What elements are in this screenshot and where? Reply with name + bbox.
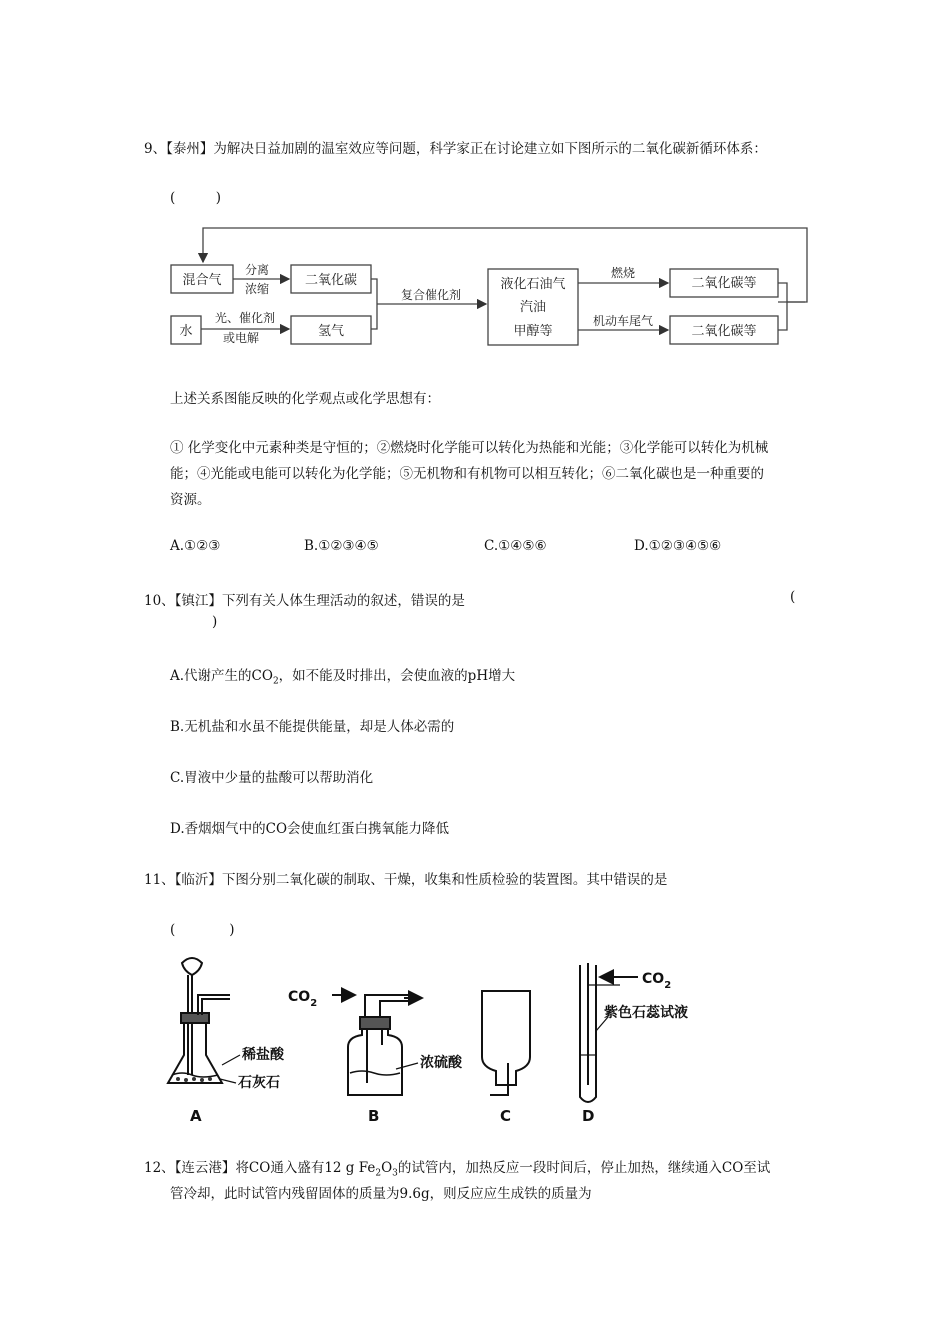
label-b: B bbox=[368, 1107, 380, 1125]
subscript: 2 bbox=[272, 676, 279, 687]
label-mixed-gas: 混合气 bbox=[182, 273, 222, 288]
label-limestone: 石灰石 bbox=[238, 1075, 280, 1091]
apparatus-figure bbox=[160, 955, 730, 1125]
label-water: 水 bbox=[179, 324, 193, 339]
question-number: 10、 bbox=[144, 593, 175, 609]
label-electrolysis: 或电解 bbox=[222, 331, 260, 345]
label-exhaust: 机动车尾气 bbox=[592, 314, 654, 328]
question-text: 将CO通入盛有12 g Fe bbox=[235, 1160, 376, 1176]
q10-option-b: B.无机盐和水虽不能提供能量，却是人体必需的 bbox=[170, 719, 455, 735]
label-co2-etc-1: 二氧化碳等 bbox=[691, 276, 757, 291]
answer-bracket: ( ) bbox=[170, 922, 235, 938]
q10-option-c: C.胃液中少量的盐酸可以帮助消化 bbox=[170, 770, 374, 786]
q9-statement-line-3: 资源。 bbox=[170, 492, 211, 508]
label-composite-catalyst: 复合催化剂 bbox=[400, 288, 462, 302]
question-10-stem bbox=[144, 589, 465, 609]
label-a: A bbox=[190, 1107, 202, 1125]
label-dilute-hcl: 稀盐酸 bbox=[242, 1047, 284, 1063]
q9-intro: 上述关系图能反映的化学观点或化学思想有： bbox=[170, 391, 440, 407]
q9-choice-d: D.①②③④⑤⑥ bbox=[634, 538, 722, 554]
question-text: 下列有关人体生理活动的叙述，错误的是 bbox=[221, 593, 465, 609]
option-a-text: A.代谢产生的CO bbox=[170, 668, 273, 684]
question-source: 【临沂】 bbox=[174, 872, 222, 888]
answer-bracket: ( ) bbox=[170, 190, 222, 206]
option-a-text-rest: ，如不能及时排出，会使血液的pH增大 bbox=[278, 668, 516, 684]
question-number: 9、 bbox=[144, 141, 167, 157]
question-text: 为解决日益加剧的温室效应等问题，科学家正在讨论建立如下图所示的二氧化碳新循环体系： bbox=[213, 141, 767, 157]
label-burn: 燃烧 bbox=[610, 266, 636, 280]
q9-statement-line-2: 能；④光能或电能可以转化为化学能；⑤无机物和有机物可以相互转化；⑥二氧化碳也是一种重要的 bbox=[170, 466, 764, 482]
label-co2-b: $CO_2$ bbox=[288, 989, 318, 1009]
q10-option-a bbox=[170, 664, 515, 687]
q10-option-d: D.香烟烟气中的CO会使血红蛋白携氧能力降低 bbox=[170, 821, 450, 837]
subscript: 3 bbox=[392, 1168, 398, 1179]
question-9-stem bbox=[144, 137, 767, 157]
label-methanol: 甲醇等 bbox=[513, 324, 553, 339]
question-source: 【泰州】 bbox=[166, 141, 214, 157]
q9-choice-b: B.①②③④⑤ bbox=[304, 538, 379, 554]
question-number: 12、 bbox=[144, 1160, 175, 1176]
label-gasoline: 汽油 bbox=[519, 300, 547, 315]
co2-cycle-diagram bbox=[165, 222, 815, 350]
label-c: C bbox=[500, 1107, 512, 1125]
question-text-rest: 的试管内，加热反应一段时间后，停止加热，继续通入CO至试 bbox=[397, 1160, 771, 1176]
question-text-mid: O bbox=[381, 1160, 393, 1176]
label-d: D bbox=[582, 1107, 595, 1125]
label-conc-sulfuric: 浓硫酸 bbox=[420, 1055, 462, 1071]
label-light-catalyst: 光、催化剂 bbox=[214, 311, 276, 325]
label-separate: 分离 bbox=[244, 263, 270, 277]
label-lpg: 液化石油气 bbox=[500, 277, 566, 292]
q9-choice-a: A.①②③ bbox=[170, 538, 221, 554]
question-12-stem bbox=[144, 1156, 770, 1179]
q12-line-2: 管冷却，此时试管内残留固体的质量为9.6g，则反应应生成铁的质量为 bbox=[170, 1186, 592, 1202]
question-source: 【连云港】 bbox=[174, 1160, 236, 1176]
answer-bracket-open: ( bbox=[790, 589, 796, 605]
question-source: 【镇江】 bbox=[174, 593, 222, 609]
question-11-stem bbox=[144, 868, 667, 888]
q9-statement-line-1: ① 化学变化中元素种类是守恒的；②燃烧时化学能可以转化为热能和光能；③化学能可以转化为机械 bbox=[170, 440, 769, 456]
label-concentrate: 浓缩 bbox=[244, 282, 270, 296]
q9-choice-c: C.①④⑤⑥ bbox=[484, 538, 547, 554]
subscript: 2 bbox=[375, 1168, 382, 1179]
label-co2-etc-2: 二氧化碳等 bbox=[691, 324, 757, 339]
label-co2-d: $CO_2$ bbox=[642, 971, 672, 991]
question-text: 下图分别二氧化碳的制取、干燥，收集和性质检验的装置图。其中错误的是 bbox=[221, 872, 668, 888]
label-hydrogen: 氢气 bbox=[317, 324, 345, 339]
question-number: 11、 bbox=[144, 872, 175, 888]
label-litmus: 紫色石蕊试液 bbox=[604, 1005, 688, 1021]
answer-bracket-close: ) bbox=[212, 614, 218, 630]
label-co2: 二氧化碳 bbox=[304, 273, 358, 288]
